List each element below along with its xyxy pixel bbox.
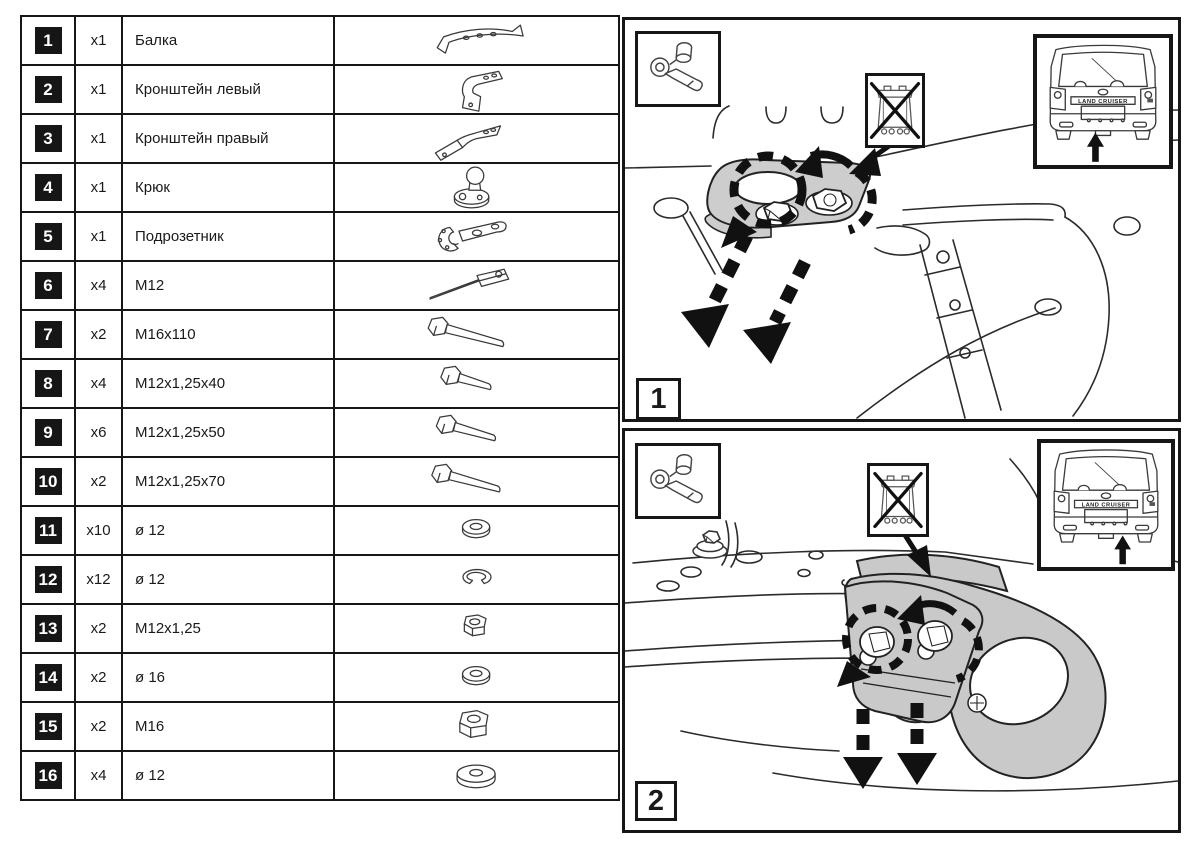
part-qty: x1 <box>75 16 122 65</box>
car-rear-view-icon <box>1037 38 1169 165</box>
part-qty: x2 <box>75 457 122 506</box>
part-number-badge: 11 <box>35 517 62 544</box>
part-icon-washer <box>335 507 618 554</box>
table-row <box>21 604 619 653</box>
discard-inset-box <box>865 73 925 148</box>
part-qty: x4 <box>75 751 122 800</box>
part-qty: x1 <box>75 212 122 261</box>
part-image-cell <box>334 555 619 604</box>
part-icon-beam <box>335 17 618 64</box>
table-row <box>21 457 619 506</box>
part-image-cell <box>334 506 619 555</box>
part-icon-nut-large <box>335 703 618 750</box>
crossed-out-part-icon <box>871 467 925 533</box>
part-icon-threaded-pin <box>335 262 618 309</box>
part-image-cell <box>334 408 619 457</box>
part-name: ø 16 <box>122 653 334 702</box>
table-row <box>21 65 619 114</box>
part-icon-bracket-right <box>335 115 618 162</box>
part-name: M12x1,25x40 <box>122 359 334 408</box>
removal-direction-arrows <box>843 703 937 789</box>
step-panel-1 <box>622 17 1181 422</box>
part-name: M16 <box>122 702 334 751</box>
part-qty: x4 <box>75 359 122 408</box>
part-icon-socket-plate <box>335 213 618 260</box>
part-number-badge: 16 <box>35 762 62 789</box>
car-rear-view-icon <box>1041 443 1171 567</box>
table-row <box>21 261 619 310</box>
step-number: 1 <box>650 382 667 415</box>
attachment-point-arrow <box>1114 536 1131 565</box>
part-image-cell <box>334 751 619 800</box>
table-row <box>21 702 619 751</box>
part-image-cell <box>334 310 619 359</box>
part-icon-washer-large <box>335 752 618 799</box>
part-name: M12x1,25x50 <box>122 408 334 457</box>
part-icon-bolt-40 <box>335 360 618 407</box>
tool-inset-box <box>635 443 721 519</box>
table-row <box>21 212 619 261</box>
part-name: ø 12 <box>122 506 334 555</box>
part-qty: x6 <box>75 408 122 457</box>
part-qty: x2 <box>75 702 122 751</box>
table-row <box>21 751 619 800</box>
part-image-cell <box>334 114 619 163</box>
part-number-badge: 14 <box>35 664 62 691</box>
part-icon-spring-washer <box>335 556 618 603</box>
car-model-label: LAND CRUISER <box>1081 502 1131 509</box>
part-qty: x2 <box>75 310 122 359</box>
part-name: Подрозетник <box>122 212 334 261</box>
table-row <box>21 359 619 408</box>
part-image-cell <box>334 604 619 653</box>
part-icon-bolt-110 <box>335 311 618 358</box>
table-row <box>21 506 619 555</box>
part-image-cell <box>334 359 619 408</box>
table-row <box>21 16 619 65</box>
part-qty: x4 <box>75 261 122 310</box>
part-image-cell <box>334 702 619 751</box>
part-number-badge: 15 <box>35 713 62 740</box>
part-number-badge: 2 <box>35 76 62 103</box>
parts-table-body <box>21 16 619 800</box>
table-row <box>21 555 619 604</box>
part-icon-bracket-left <box>335 66 618 113</box>
part-number-badge: 7 <box>35 321 62 348</box>
part-name: ø 12 <box>122 751 334 800</box>
part-image-cell <box>334 212 619 261</box>
part-number-badge: 10 <box>35 468 62 495</box>
part-image-cell <box>334 653 619 702</box>
part-qty: x1 <box>75 114 122 163</box>
part-qty: x10 <box>75 506 122 555</box>
part-number-badge: 8 <box>35 370 62 397</box>
part-number-badge: 12 <box>35 566 62 593</box>
part-qty: x1 <box>75 163 122 212</box>
part-number-badge: 13 <box>35 615 62 642</box>
discard-inset-box <box>867 463 929 537</box>
ratchet-wrench-icon <box>640 448 716 514</box>
step-number-box-2 <box>635 781 677 821</box>
part-name: M12x1,25x70 <box>122 457 334 506</box>
part-image-cell <box>334 16 619 65</box>
part-image-cell <box>334 163 619 212</box>
part-number-badge: 6 <box>35 272 62 299</box>
part-number-badge: 5 <box>35 223 62 250</box>
part-name: Кронштейн левый <box>122 65 334 114</box>
part-name: M16x110 <box>122 310 334 359</box>
step-number-box-1 <box>636 378 681 420</box>
part-image-cell <box>334 65 619 114</box>
car-model-label: LAND CRUISER <box>1078 98 1128 105</box>
floor-bolt <box>693 531 727 558</box>
crossed-out-part-icon <box>868 77 922 144</box>
parts-table <box>20 15 620 801</box>
part-icon-bolt-50 <box>335 409 618 456</box>
part-icon-bolt-70 <box>335 458 618 505</box>
table-row <box>21 310 619 359</box>
attachment-point-arrow <box>1087 133 1104 162</box>
part-number-badge: 1 <box>35 27 62 54</box>
part-name: M12x1,25 <box>122 604 334 653</box>
step-panel-2 <box>622 428 1181 833</box>
part-name: Крюк <box>122 163 334 212</box>
part-image-cell <box>334 457 619 506</box>
part-qty: x12 <box>75 555 122 604</box>
car-location-inset-2 <box>1037 439 1175 571</box>
part-qty: x2 <box>75 653 122 702</box>
part-number-badge: 3 <box>35 125 62 152</box>
part-image-cell <box>334 261 619 310</box>
table-row <box>21 408 619 457</box>
part-name: Балка <box>122 16 334 65</box>
table-row <box>21 163 619 212</box>
removal-direction-arrows <box>681 236 805 364</box>
part-icon-towball <box>335 164 618 211</box>
table-row <box>21 114 619 163</box>
step-number: 2 <box>647 784 665 817</box>
table-row <box>21 653 619 702</box>
part-qty: x1 <box>75 65 122 114</box>
part-icon-nut <box>335 605 618 652</box>
part-name: Кронштейн правый <box>122 114 334 163</box>
part-number-badge: 4 <box>35 174 62 201</box>
part-name: M12 <box>122 261 334 310</box>
ratchet-wrench-icon <box>640 36 716 102</box>
part-icon-washer <box>335 654 618 701</box>
part-name: ø 12 <box>122 555 334 604</box>
part-number-badge: 9 <box>35 419 62 446</box>
part-qty: x2 <box>75 604 122 653</box>
car-location-inset-1 <box>1033 34 1173 169</box>
tool-inset-box <box>635 31 721 107</box>
